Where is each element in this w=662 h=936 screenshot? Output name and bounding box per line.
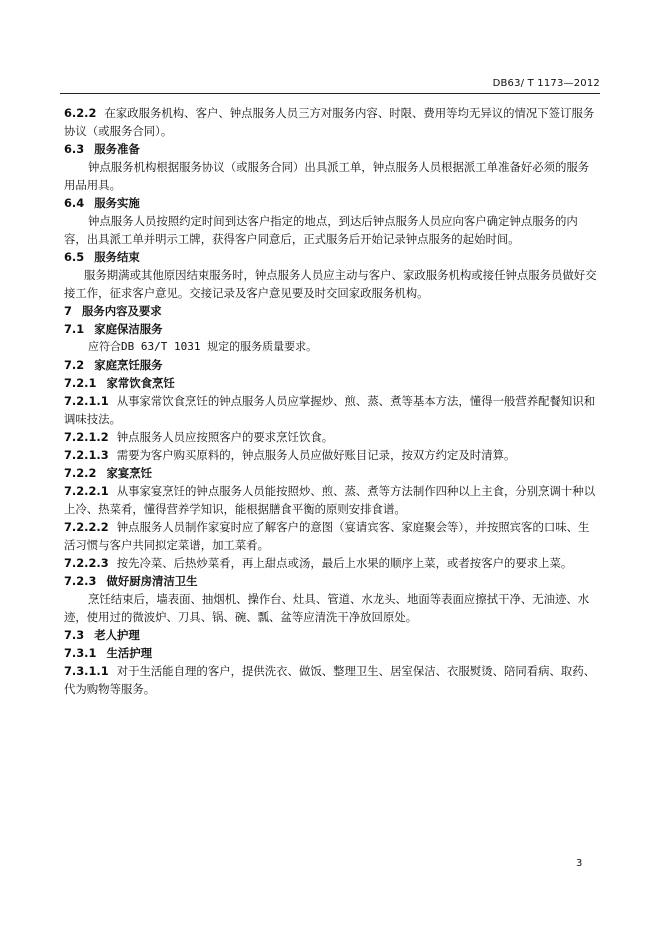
subsection-heading-7-2-1 xyxy=(64,374,600,392)
paragraph-cleaning-standard: 应符合DB 63/T 1031 规定的服务质量要求。 xyxy=(88,340,318,353)
clause-number: 7.2.2.3 xyxy=(64,556,109,570)
section-title: 服务结束 xyxy=(94,250,140,264)
clause-7-2-2-2 xyxy=(64,518,600,554)
clause-7-2-2-1 xyxy=(64,482,600,518)
paragraph-service-preparation: 钟点服务机构根据服务协议（或服务合同）出具派工单，钟点服务人员根据派工单准备好必须的服务用品用具。 xyxy=(64,160,590,192)
section-heading-6-5 xyxy=(64,248,600,266)
section-title: 家庭烹饪服务 xyxy=(94,358,163,372)
clause-text: 从事家宴烹饪的钟点服务人员能按照炒、煎、蒸、煮等方法制作四种以上主食，分别烹调十种以上冷、热菜肴，懂得营养学知识，能根据膳食平衡的原则安排食谱。 xyxy=(64,484,596,516)
subsection-heading-7-2-2 xyxy=(64,464,600,482)
clause-number: 7.2.1.2 xyxy=(64,430,109,444)
section-title: 老人护理 xyxy=(94,628,140,642)
page-number: 3 xyxy=(576,858,583,869)
chapter-number: 7 xyxy=(64,304,72,318)
clause-number: 6.2.2 xyxy=(64,106,97,120)
subsection-title: 家常饮食烹饪 xyxy=(106,376,175,390)
clause-6-2-2 xyxy=(64,104,600,140)
clause-text: 从事家常饮食烹饪的钟点服务人员应掌握炒、煎、蒸、煮等基本方法，懂得一般营养配餐知识和调味技法。 xyxy=(64,394,596,426)
clause-text: 按先冷菜、后热炒菜肴，再上甜点或汤，最后上水果的顺序上菜，或者按客户的要求上菜。 xyxy=(116,556,573,570)
subsection-heading-7-2-3 xyxy=(64,572,600,590)
subsection-number: 7.2.2 xyxy=(64,466,97,480)
subsection-number: 7.2.1 xyxy=(64,376,97,390)
clause-7-2-1-2 xyxy=(64,428,600,446)
section-number: 7.1 xyxy=(64,322,85,336)
subsection-title: 做好厨房清洁卫生 xyxy=(106,574,198,588)
paragraph-kitchen-cleaning: 烹饪结束后，墙表面、抽烟机、操作台、灶具、管道、水龙头、地面等表面应擦拭干净、无油迹、水迹，使用过的微波炉、刀具、锅、碗、瓢、盆等应清洗干净放回原处。 xyxy=(64,592,590,624)
chapter-heading-7 xyxy=(64,302,600,320)
subsection-title: 家宴烹饪 xyxy=(106,466,153,480)
clause-text: 对于生活能自理的客户，提供洗衣、做饭、整理卫生、居室保洁、衣服熨烫、陪同看病、取药、代为购物等服务。 xyxy=(64,664,596,696)
clause-7-2-1-3 xyxy=(64,446,600,464)
section-heading-7-3 xyxy=(64,626,600,644)
section-number: 6.3 xyxy=(64,142,85,156)
section-number: 7.2 xyxy=(64,358,85,372)
clause-number: 7.2.2.1 xyxy=(64,484,109,498)
header-rule xyxy=(60,93,600,94)
clause-text: 钟点服务人员制作家宴时应了解客户的意图（宴请宾客、家庭聚会等），并按照宾客的口味、生活习惯与客户共同拟定菜谱，加工菜肴。 xyxy=(64,520,590,552)
section-number: 6.4 xyxy=(64,196,85,210)
clause-number: 7.3.1.1 xyxy=(64,664,109,678)
section-heading-7-2 xyxy=(64,356,600,374)
clause-number: 7.2.2.2 xyxy=(64,520,109,534)
document-code-header: DB63/ T 1173—2012 xyxy=(492,78,600,89)
section-title: 服务准备 xyxy=(94,142,140,156)
section-number: 7.3 xyxy=(64,628,85,642)
paragraph-service-end: 服务期满或其他原因结束服务时，钟点服务人员应主动与客户、家政服务机构或接任钟点服务员做好交接工作，征求客户意见。交接记录及客户意见要及时交回家政服务机构。 xyxy=(64,268,597,300)
clause-7-2-2-3 xyxy=(64,554,600,572)
clause-number: 7.2.1.1 xyxy=(64,394,109,408)
clause-text: 在家政服务机构、客户、钟点服务人员三方对服务内容、时限、费用等均无异议的情况下签订服务协议（或服务合同）。 xyxy=(64,106,595,138)
clause-7-2-1-1 xyxy=(64,392,600,428)
paragraph-service-implementation: 钟点服务人员按照约定时间到达客户指定的地点，到达后钟点服务人员应向客户确定钟点服务的内容，出具派工单并明示工牌，获得客户同意后，正式服务后开始记录钟点服务的起始时间。 xyxy=(64,214,578,246)
clause-text: 钟点服务人员应按照客户的要求烹饪饮食。 xyxy=(116,430,334,444)
subsection-heading-7-3-1 xyxy=(64,644,600,662)
document-body xyxy=(64,104,600,698)
subsection-title: 生活护理 xyxy=(106,646,153,660)
section-title: 家庭保洁服务 xyxy=(94,322,163,336)
section-number: 6.5 xyxy=(64,250,85,264)
clause-number: 7.2.1.3 xyxy=(64,448,109,462)
subsection-number: 7.3.1 xyxy=(64,646,97,660)
section-title: 服务实施 xyxy=(94,196,140,210)
clause-7-3-1-1 xyxy=(64,662,600,698)
section-heading-6-3 xyxy=(64,140,600,158)
clause-text: 需要为客户购买原料的，钟点服务人员应做好账目记录，按双方约定及时清算。 xyxy=(116,448,516,462)
chapter-title: 服务内容及要求 xyxy=(81,304,162,318)
section-heading-6-4 xyxy=(64,194,600,212)
subsection-number: 7.2.3 xyxy=(64,574,97,588)
section-heading-7-1 xyxy=(64,320,600,338)
